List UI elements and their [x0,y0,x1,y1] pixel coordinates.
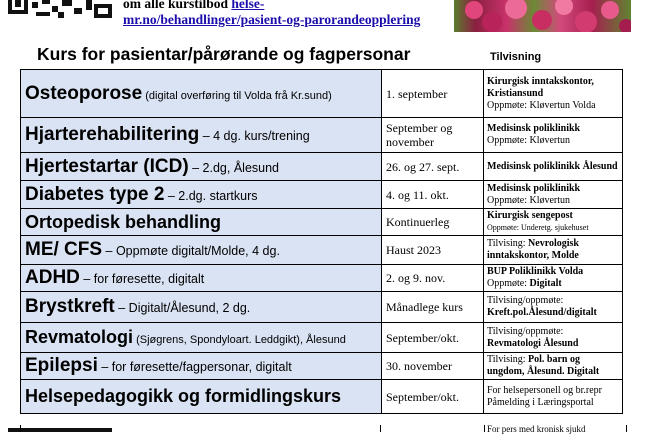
course-detail: – for føresette, digitalt [79,272,205,286]
course-name: Helsepedagogikk og formidlingskurs [25,386,342,406]
referral-unit: Kreft.pol.Ålesund/digitalt [487,307,597,318]
referral-prefix: Tilvising/oppmøte: [487,325,564,337]
course-date: 1. september [382,70,484,118]
referral-prefix: Tilvising: [487,354,529,365]
link-prefix: om alle kurstilbod [123,0,232,11]
page-title: Kurs for pasientar/pårørande og fagpersonar [37,44,411,64]
referral-attendance: Oppmøte: Kløvertun [487,135,571,146]
course-referral [484,70,623,118]
referral-unit: Medisinsk poliklinikk [487,123,581,134]
course-cell [21,353,382,380]
referral-unit: Kirurgisk sengepost [487,210,573,221]
course-cell [21,118,382,153]
course-referral [484,236,623,265]
course-name: Epilepsi [25,355,98,376]
course-date: September og november [382,118,484,153]
qr-code [8,0,112,18]
table-row [21,209,623,236]
course-date: Månadlege kurs [382,292,484,323]
course-date: September/okt. [382,323,484,353]
table-row [21,236,623,265]
course-date: 30. november [382,353,484,380]
referral-attendance: Digitalt [529,278,562,289]
course-detail: – Oppmøte digitalt/Molde, 4 dg. [102,244,280,258]
table-row [21,153,623,181]
course-referral [484,323,623,353]
course-detail: – 4 dg. kurs/trening [199,129,310,143]
course-referral [484,209,623,236]
course-url-link[interactable]: helse- [231,0,265,11]
referral-unit: Medisinsk poliklinikk Ålesund [487,160,618,172]
referral-attendance: Oppmøte: Kløvertun Volda [487,99,596,111]
referral-unit: BUP Poliklinikk Volda [487,266,584,277]
table-border [484,425,485,432]
course-name: ME/ CFS [25,239,103,260]
course-info-link [123,0,453,28]
course-cell [21,153,382,181]
course-cell [21,209,382,236]
course-name: Hjarterehabilitering [25,124,200,145]
course-referral [484,118,623,153]
course-date: 26. og 27. sept. [382,153,484,181]
course-cell [21,181,382,209]
table-border [626,425,627,432]
course-referral [484,265,623,292]
table-row [21,292,623,323]
course-date: 4. og 11. okt. [382,181,484,209]
course-name: Osteoporose [25,82,143,104]
course-date: Kontinuerleg [382,209,484,236]
table-row [21,380,623,414]
table-row [21,353,623,380]
referral-unit: Nevrologisk inntakskontor, Molde [487,238,579,261]
course-name: ADHD [25,267,80,288]
flower-photo [454,0,631,32]
course-name: Hjertestartar (ICD) [25,155,189,177]
course-referral [484,380,623,414]
course-date: 2. og 9. nov. [382,265,484,292]
course-name: Diabetes type 2 [25,183,165,205]
course-referral [484,353,623,380]
course-referral [484,153,623,181]
referral-attendance: For helsepersonell og br.repr Påmelding i Læringsportal [487,384,602,408]
course-detail: – 2.dg. startkurs [164,188,258,203]
referral-attendance: Oppmøte: Kløvertun [487,194,571,206]
course-cell [21,292,382,323]
referral-unit: Pol. barn og ungdom, Ålesund. Digitalt [487,354,600,377]
referral-prefix: Tilvising/oppmøte: [487,295,564,306]
table-row [21,265,623,292]
next-row-fragment: For pers med kronisk sjukd [487,424,586,434]
course-url-link-continued[interactable]: mr.no/behandlinger/pasient-og-parorandeopplering [123,12,421,27]
table-row [21,70,623,118]
course-detail: (digital overføring til Volda frå Kr.sund) [142,89,332,102]
referral-prefix: Tilvising: [487,238,529,249]
course-cell [21,323,382,353]
course-detail: – Digitalt/Ålesund, 2 dg. [114,301,251,315]
referral-prefix: Oppmøte: [487,278,530,289]
course-date: Haust 2023 [382,236,484,265]
qr-code-bottom [8,428,112,432]
course-referral [484,292,623,323]
course-date: September/okt. [382,380,484,414]
course-cell [21,265,382,292]
course-name: Ortopedisk behandling [25,211,222,232]
referral-unit: Revmatologi Ålesund [487,337,579,349]
table-row [21,118,623,153]
course-detail: (Sjøgrens, Spondyloart. Leddgikt), Ålesund [133,334,346,346]
course-cell [21,380,382,414]
course-name: Brystkreft [25,296,115,317]
table-border [380,425,381,432]
referral-column-heading: Tilvisning [490,51,542,63]
course-name: Revmatologi [25,327,134,347]
referral-unit: Kirurgisk inntakskontor, Kristiansund [487,75,594,99]
course-cell [21,236,382,265]
referral-attendance: Oppmøte: Underetg. sjukehuset [487,223,589,232]
course-detail: – for føresette/fagpersonar, digitalt [97,360,292,374]
course-detail: – 2.dg, Ålesund [188,160,280,175]
table-border [20,425,21,432]
referral-unit: Medisinsk poliklinikk [487,182,581,194]
course-cell [21,70,382,118]
course-table [20,69,623,414]
course-referral [484,181,623,209]
table-row [21,181,623,209]
table-row [21,323,623,353]
